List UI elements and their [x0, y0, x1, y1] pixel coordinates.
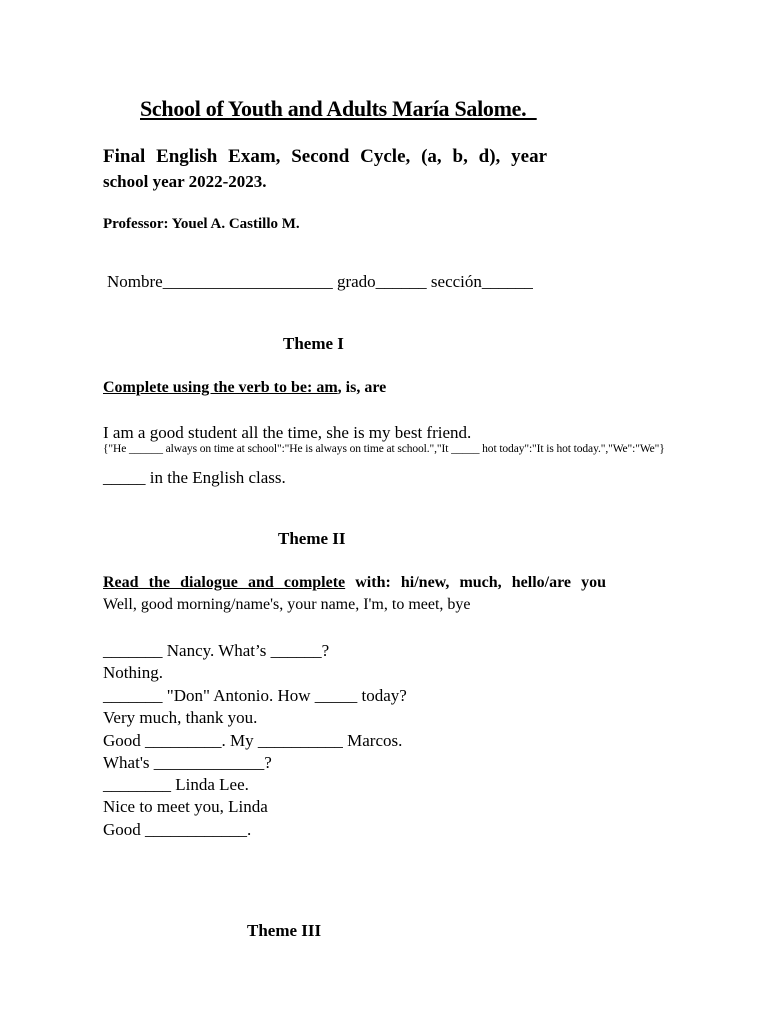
dialogue-line: ________ Linda Lee. [103, 775, 249, 794]
theme-2-instruction-continued: Well, good morning/name's, your name, I'm, to meet, bye [103, 596, 471, 613]
dialogue-line: _______ Nancy. What’s ______? [103, 641, 330, 660]
exam-title: Final English Exam, Second Cycle, (a, b, d), year [103, 146, 547, 167]
theme-1-sentence-1: I am a good student all the time, she is my best friend. [103, 423, 472, 442]
dialogue-line: Very much, thank you. [103, 708, 258, 727]
professor-line: Professor: Youel A. Castillo M. [103, 216, 300, 232]
theme-3-heading: Theme III [247, 921, 322, 940]
theme-2-instruction-underlined: Read the dialogue and complete [103, 574, 346, 591]
theme-2-instruction-rest: with: hi/new, much, hello/are you [345, 574, 607, 591]
theme-1-sentence-3: _____ in the English class. [103, 468, 286, 487]
theme-1-instruction [103, 379, 386, 397]
theme-1-heading: Theme I [283, 334, 344, 353]
student-info-fields: Nombre____________________ grado______ sección______ [107, 272, 533, 291]
dialogue-line: Nothing. [103, 663, 163, 682]
theme-2-heading: Theme II [278, 529, 346, 548]
dialogue-line: Nice to meet you, Linda [103, 797, 268, 816]
exam-subtitle: school year 2022-2023. [103, 172, 267, 191]
dialogue-line: Good _________. My __________ Marcos. [103, 731, 403, 750]
theme-1-instruction-underlined: Complete using the verb to be: am [103, 379, 338, 396]
theme-2-instruction [103, 574, 606, 592]
dialogue-line: _______ "Don" Antonio. How _____ today? [103, 686, 407, 705]
dialogue-line: Good ____________. [103, 820, 252, 839]
dialogue-line: What's _____________? [103, 753, 272, 772]
theme-1-leaked-answer-text: {"He ______ always on time at school":"He is always on time at school.","It _____ hot today":"It is hot today.","We":"We"} [103, 443, 665, 455]
theme-1-instruction-rest: , is, are [337, 379, 387, 396]
school-title: School of Youth and Adults María Salome. [140, 96, 537, 121]
